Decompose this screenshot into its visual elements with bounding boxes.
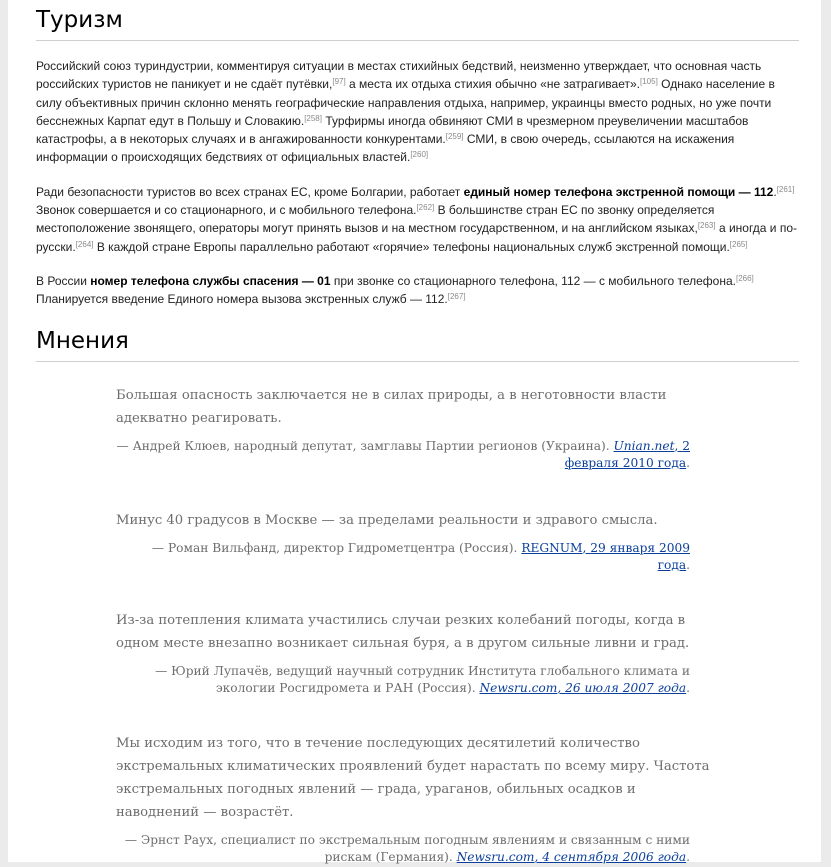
quote-author: — Андрей Клюев, народный депутат, замглавы Партии регионов (Украина).: [116, 438, 614, 453]
quote-end: .: [686, 850, 690, 865]
reference-link[interactable]: [262]: [416, 203, 435, 213]
article-content: [36, 0, 799, 867]
quote-end: .: [686, 558, 690, 573]
reference-link[interactable]: [264]: [75, 239, 94, 249]
quote-text: Большая опасность заключается не в силах природы, а в неготовности власти адекватно реагировать.: [116, 387, 667, 426]
quote-text: Из-за потепления климата участились случаи резких колебаний погоды, когда в одном месте внезапно возникает сильная буря, а в другом сильные ливни и град.: [116, 612, 690, 651]
tourism-paragraph-1: [36, 57, 799, 167]
reference-link[interactable]: [267]: [447, 292, 466, 302]
tourism-paragraph-3: [36, 272, 799, 309]
quote-text: Мы исходим из того, что в течение последующих десятилетий количество экстремальных климатических проявлений будет нарастать по всему миру. Частота экстремальных погодных явлений — града, ураганов, обильных осадков и наводнений — возрастёт.: [116, 735, 710, 820]
quote-block: [116, 732, 716, 867]
quote-attribution: [116, 540, 716, 575]
quote-block: [116, 384, 716, 473]
text-run: Российский союз туриндустрии, комментируя ситуации в местах стихийных бедствий, неизменно утверждает, что основная часть российских туристов не паникует и не сдаёт путёвки,: [36, 59, 762, 92]
quote-end: .: [686, 681, 690, 696]
emphasis-emergency-number: единый номер телефона экстренной помощи — 112: [463, 184, 774, 199]
tourism-paragraph-2: [36, 183, 799, 256]
text-run: Звонок совершается и со стационарного, и с мобильного телефона.: [36, 203, 417, 218]
source-link[interactable]: REGNUM: [521, 540, 583, 555]
source-link[interactable]: Newsru.com: [479, 681, 558, 696]
reference-link[interactable]: [105]: [640, 77, 658, 87]
reference-link[interactable]: [263]: [697, 221, 716, 231]
reference-link[interactable]: [266]: [735, 273, 754, 283]
section-heading-tourism: Туризм: [36, 4, 799, 41]
quote-attribution: [116, 438, 716, 473]
page: [8, 0, 821, 865]
quote-block: [116, 609, 716, 698]
date-link[interactable]: 4 сентября 2006 года: [542, 850, 687, 865]
text-run: Планируется введение Единого номера вызова экстренных служб — 112.: [36, 292, 448, 307]
text-run: а иногда и по-русски.: [36, 221, 798, 254]
source-link-separator[interactable]: ,: [582, 540, 591, 555]
text-run: В каждой стране Европы параллельно работают «горячие» телефоны национальных служб экстренной помощи.: [93, 239, 730, 254]
text-run: Однако население в силу объективных причин склонно менять географические направления отдыха, например, украинцы вместо родных, но уже почти бесснежных Карпат едут в Польшу и Словакию.: [36, 77, 775, 128]
reference-link[interactable]: [259]: [445, 132, 464, 142]
date-link[interactable]: 29 января 2009 года: [590, 540, 690, 573]
section-heading-opinions: Мнения: [36, 325, 799, 362]
emphasis-rescue-number: номер телефона службы спасения — 01: [90, 273, 331, 288]
text-run: Ради безопасности туристов во всех странах ЕС, кроме Болгарии, работает: [36, 184, 464, 199]
reference-link[interactable]: [97]: [332, 77, 346, 87]
source-link[interactable]: Newsru.com: [456, 850, 535, 865]
reference-link[interactable]: [260]: [410, 150, 429, 160]
quote-author: — Роман Вильфанд, директор Гидрометцентра (Россия).: [151, 540, 522, 555]
source-link-separator[interactable]: ,: [674, 438, 683, 453]
quote-text: Минус 40 градусов в Москве — за пределами реальности и здравого смысла.: [116, 512, 658, 528]
source-link-separator[interactable]: ,: [534, 850, 543, 865]
reference-link[interactable]: [261]: [776, 184, 795, 194]
source-link-separator[interactable]: ,: [557, 681, 566, 696]
text-run: а места их отдыха стихия обычно «не затрагивает».: [345, 77, 640, 92]
text-run: при звонке со стационарного телефона, 112 — с мобильного телефона.: [330, 273, 736, 288]
reference-link[interactable]: [258]: [304, 113, 322, 123]
date-link[interactable]: 26 июля 2007 года: [565, 681, 687, 696]
text-run: СМИ, в свою очередь, ссылаются на искажения информации о происходящих бедствиях от официальных властей.: [36, 132, 735, 165]
quote-end: .: [686, 456, 690, 471]
quote-author: — Юрий Лупачёв, ведущий научный сотрудник Института глобального климата и экологии Росгидромета и РАН (Россия).: [155, 663, 690, 696]
source-link[interactable]: Unian.net: [613, 438, 675, 453]
text-run: Турфирмы иногда обвиняют СМИ в чрезмерном преувеличении масштабов катастрофы, а в некоторых случаях и в ангажированности конкурентами.: [36, 113, 749, 147]
quote-author: — Эрнст Раух, специалист по экстремальным погодным явлениям и связанным с ними рискам (Германия).: [124, 832, 690, 865]
reference-link[interactable]: [265]: [729, 239, 748, 249]
text-run: В России: [36, 273, 91, 288]
quote-attribution: [116, 832, 716, 867]
date-link[interactable]: 2 февраля 2010 года: [564, 438, 690, 471]
quote-attribution: [116, 663, 716, 698]
text-run: .: [773, 184, 777, 199]
text-run: В большинстве стран ЕС по звонку определяется местоположение звонящего, операторы могут принять вызов и на местном государственном, и на английском языках,: [36, 203, 715, 236]
quote-block: [116, 509, 716, 575]
